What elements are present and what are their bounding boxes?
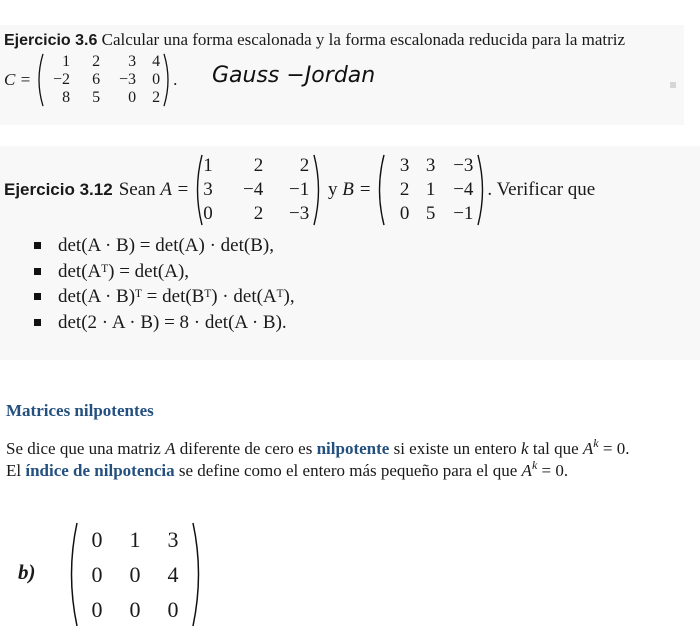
cell: −1 xyxy=(289,179,310,200)
cell: 1 xyxy=(203,155,213,176)
cell: 3 xyxy=(203,179,213,200)
cell: −3 xyxy=(453,155,474,176)
cell: 4 xyxy=(152,53,161,70)
cell: 0 xyxy=(129,597,141,622)
cell: 3 xyxy=(167,527,179,552)
cell: 1 xyxy=(129,527,141,552)
definition-line-1 xyxy=(6,438,629,460)
left-paren xyxy=(66,522,78,627)
right-paren xyxy=(477,154,487,226)
cell: 0 xyxy=(91,527,103,552)
cell: −1 xyxy=(453,203,474,224)
cell: 5 xyxy=(92,89,101,106)
right-paren xyxy=(313,154,323,226)
matrix-a-cells xyxy=(203,154,309,226)
cell: 6 xyxy=(92,71,101,88)
exercise-text: Calcular una forma escalonada y la forma escalonada reducida para la matriz xyxy=(101,30,626,49)
scroll-marker xyxy=(670,82,676,88)
exponent: k xyxy=(531,458,538,472)
connector-text: y xyxy=(327,179,338,200)
term-nilpotente: nilpotente xyxy=(316,439,390,458)
cell: 0 xyxy=(91,562,103,587)
var: A xyxy=(521,461,532,480)
matrix-c-name: C = xyxy=(4,70,32,89)
part-b-matrix xyxy=(66,522,204,627)
var: A xyxy=(582,439,594,458)
cell: 2 xyxy=(399,179,410,200)
cell: 8 xyxy=(62,89,71,106)
matrix-a xyxy=(193,154,323,226)
cell: 2 xyxy=(253,203,264,224)
section-title: Matrices nilpotentes xyxy=(6,401,154,420)
cell: 0 xyxy=(128,89,137,106)
list-item: det(Aᵀ) = det(A), xyxy=(34,259,295,285)
period: . xyxy=(173,70,178,89)
var: A xyxy=(165,439,176,458)
cell: 1 xyxy=(425,179,436,200)
cell: 0 xyxy=(203,203,213,224)
right-paren xyxy=(192,522,204,627)
cell: 2 xyxy=(253,155,264,176)
text: tal que xyxy=(528,439,583,458)
cell: 3 xyxy=(128,53,137,70)
cell: 0 xyxy=(399,203,410,224)
cell: 3 xyxy=(399,155,410,176)
exponent: k xyxy=(593,436,599,450)
matrix-c-cells xyxy=(44,53,160,107)
cell: 5 xyxy=(425,203,436,224)
verify-text: . Verificar que xyxy=(487,179,596,200)
cell: 0 xyxy=(167,597,179,622)
cell: 0 xyxy=(152,71,161,88)
cell: 1 xyxy=(62,53,71,70)
term-indice: índice de nilpotencia xyxy=(25,461,175,480)
part-b-cells xyxy=(78,522,192,627)
list-item: det(2 · A · B) = 8 · det(A · B). xyxy=(34,310,295,336)
cell: 0 xyxy=(129,562,141,587)
matrix-b-name: B = xyxy=(342,179,372,200)
matrix-b-cells xyxy=(385,154,473,226)
part-b-label: b) xyxy=(18,560,36,584)
exercise-label: Ejercicio 3.12 xyxy=(4,180,113,199)
handwritten-note: Gauss −Jordan xyxy=(212,63,376,88)
cell: 2 xyxy=(152,89,161,106)
text: diferente de cero es xyxy=(175,439,317,458)
part-b-matrix-wrap xyxy=(66,522,204,627)
exercise-3-6-statement xyxy=(4,30,625,50)
matrix-b xyxy=(375,154,487,226)
exercise-label: Ejercicio 3.6 xyxy=(4,32,98,49)
cell: 3 xyxy=(425,155,436,176)
list-item: det(A · B)ᵀ = det(Bᵀ) · det(Aᵀ), xyxy=(34,284,295,310)
intro-text: Sean xyxy=(118,179,156,200)
text: = 0. xyxy=(537,461,569,480)
matrix-c xyxy=(34,53,173,107)
cell: −4 xyxy=(453,179,474,200)
cell: 2 xyxy=(299,155,310,176)
cell: −3 xyxy=(119,71,137,88)
text: si existe un entero xyxy=(389,439,522,458)
cell: −3 xyxy=(289,203,310,224)
left-paren xyxy=(193,154,203,226)
list-item: det(A · B) = det(A) · det(B), xyxy=(34,233,295,259)
var: k xyxy=(521,439,529,458)
cell: 0 xyxy=(91,597,103,622)
text: = 0. xyxy=(598,439,630,458)
cell: −2 xyxy=(53,71,71,88)
matrix-c-expression xyxy=(4,53,177,107)
identities-list xyxy=(34,233,295,335)
right-paren xyxy=(163,53,173,107)
cell: 4 xyxy=(167,562,179,587)
matrix-a-name: A = xyxy=(160,179,190,200)
exercise-3-12-statement xyxy=(4,154,595,226)
text: se define como el entero más pequeño para el que xyxy=(174,461,522,480)
cell: 2 xyxy=(92,53,101,70)
text: El xyxy=(6,461,26,480)
text: Se dice que una matriz xyxy=(6,439,166,458)
left-paren xyxy=(34,53,44,107)
cell: −4 xyxy=(243,179,264,200)
definition-line-2 xyxy=(6,460,568,482)
left-paren xyxy=(375,154,385,226)
